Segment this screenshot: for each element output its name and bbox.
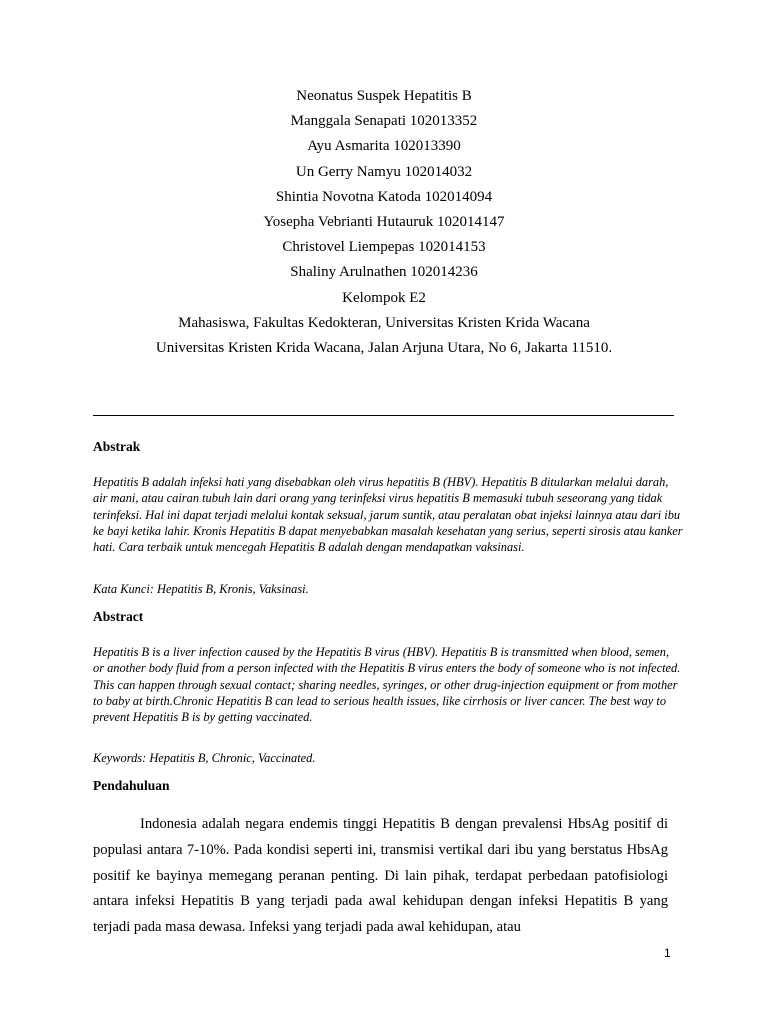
abstract-text: Hepatitis B is a liver infection caused by the Hepatitis B virus (HBV). Hepatitis B is transmitted when blood, semen, or another body fluid from a person infected with the Hepatitis B virus enters the body of someone who is not infected. This can happen through sexual contact; sharing needles, syringes, or other drug-injection equipment or from mother to baby at birth.Chronic Hepatitis B can lead to serious health issues, like cirrhosis or liver cancer. The best way to prevent Hepatitis B is by getting vaccinated. [93, 645, 681, 725]
author-line: Shaliny Arulnathen 102014236 [290, 264, 478, 281]
address-line: Universitas Kristen Krida Wacana, Jalan Arjuna Utara, No 6, Jakarta 11510. [155, 339, 613, 356]
author-line: Manggala Senapati 102013352 [290, 113, 478, 130]
abstrak-keywords: Kata Kunci: Hepatitis B, Kronis, Vaksinasi. [93, 582, 309, 596]
author-line: Ayu Asmarita 102013390 [307, 138, 461, 155]
horizontal-rule [93, 415, 674, 416]
pendahuluan-text: Indonesia adalah negara endemis tinggi Hepatitis B dengan prevalensi HbsAg positif di populasi antara 7-10%. Pada kondisi seperti ini, transmisi vertikal dari ibu yang berstatus HbsAg positif ke bayinya memegang peranan penting. Di lain pihak, terdapat perbedaan patofisiologi antara infeksi Hepatitis B yang terjadi pada awal kehidupan dengan infeksi Hepatitis B yang terjadi pada masa dewasa. Infeksi yang terjadi pada awal kehidupan, atau [93, 816, 668, 936]
affiliation-line: Mahasiswa, Fakultas Kedokteran, Universitas Kristen Krida Wacana [178, 314, 590, 331]
page-number: 1 [664, 946, 671, 960]
author-line: Shintia Novotna Katoda 102014094 [275, 188, 493, 205]
title-block [0, 84, 768, 361]
author-line: Yosepha Vebrianti Hutauruk 102014147 [263, 213, 505, 230]
paper-title: Neonatus Suspek Hepatitis B [296, 88, 472, 104]
abstrak-text: Hepatitis B adalah infeksi hati yang disebabkan oleh virus hepatitis B (HBV). Hepatitis B ditularkan melalui darah, air mani, atau cairan tubuh lain dari orang yang terinfeksi virus hepatitis B memasuki tubuh seseorang yang tidak terinfeksi. Hal ini dapat terjadi melalui kontak seksual, jarum suntik, atau peralatan obat injeksi lainnya atau dari ibu ke bayi ketika lahir. Kronis Hepatitis B dapat menyebabkan masalah kesehatan yang serius, seperti sirosis atau kanker hati. Cara terbaik untuk mencegah Hepatitis B adalah dengan mendapatkan vaksinasi. [93, 475, 683, 555]
abstract-keywords: Keywords: Hepatitis B, Chronic, Vaccinated. [93, 751, 316, 765]
abstract-heading: Abstract [93, 609, 144, 624]
pendahuluan-heading: Pendahuluan [93, 778, 170, 793]
author-line: Christovel Liempepas 102014153 [282, 239, 486, 256]
abstrak-heading: Abstrak [93, 439, 141, 454]
author-line: Un Gerry Namyu 102014032 [295, 163, 473, 180]
group-line: Kelompok E2 [342, 289, 426, 306]
